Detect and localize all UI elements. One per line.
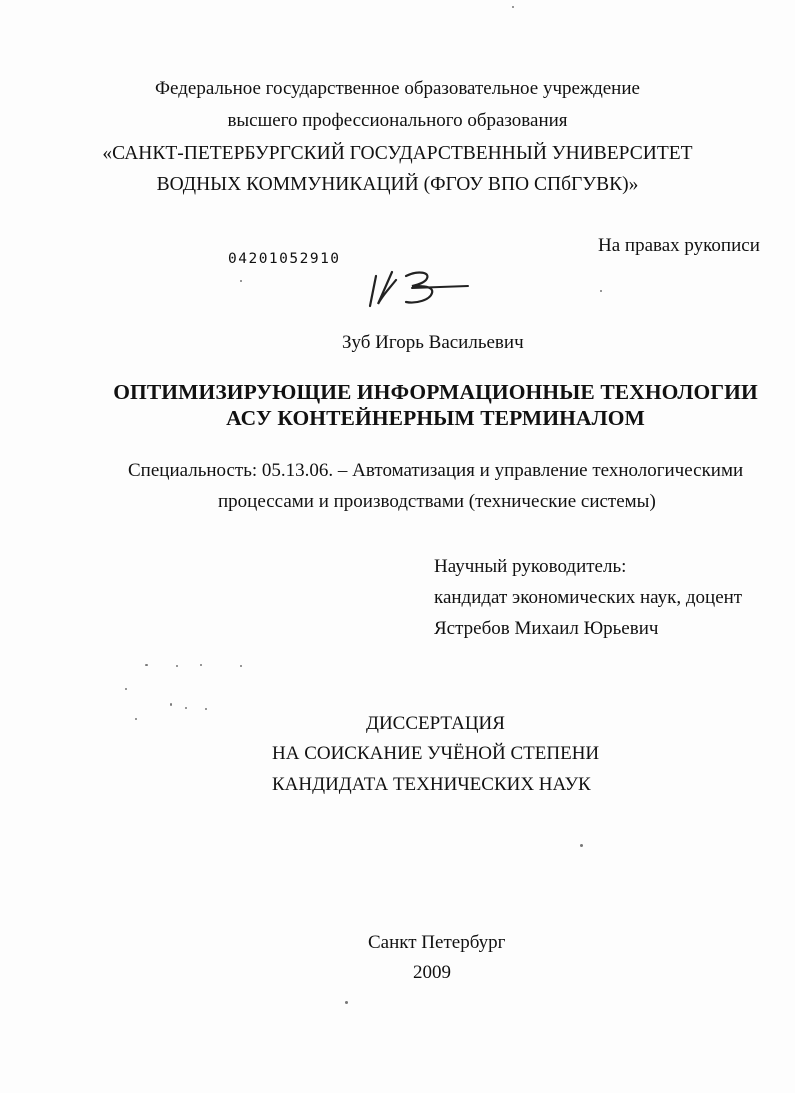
institution-line-1: Федеральное государственное образовательное учреждение [155,78,640,99]
dissertation-label-line-1: ДИССЕРТАЦИЯ [366,713,505,734]
scan-speck [600,290,602,292]
scan-speck [240,280,242,282]
dissertation-label-line-2: НА СОИСКАНИЕ УЧЁНОЙ СТЕПЕНИ [272,743,600,764]
handwritten-signature-icon [362,266,477,314]
scan-speck [580,844,583,847]
scan-speck [200,664,202,666]
scan-speck [125,688,127,690]
supervisor-label: Научный руководитель: [434,556,627,577]
registration-number: 04201052910 [228,251,341,267]
supervisor-degree: кандидат экономических наук, доцент [434,587,743,608]
scan-speck [205,708,207,710]
supervisor-name: Ястребов Михаил Юрьевич [434,618,659,639]
scan-speck [145,664,148,666]
dissertation-label-line-3: КАНДИДАТА ТЕХНИЧЕСКИХ НАУК [272,774,591,795]
scan-speck [170,703,172,706]
scan-speck [345,1001,348,1004]
year: 2009 [413,962,451,983]
institution-line-4: ВОДНЫХ КОММУНИКАЦИЙ (ФГОУ ВПО СПбГУВК)» [156,174,639,195]
scan-speck [176,665,178,667]
dissertation-title-line-2: АСУ КОНТЕЙНЕРНЫМ ТЕРМИНАЛОМ [226,406,645,430]
scan-speck [512,6,514,8]
author-name: Зуб Игорь Васильевич [342,332,524,353]
scan-speck [135,718,137,720]
dissertation-title-line-1: ОПТИМИЗИРУЮЩИЕ ИНФОРМАЦИОННЫЕ ТЕХНОЛОГИИ [113,380,758,404]
specialty-line-2: процессами и производствами (технические системы) [218,491,656,512]
institution-line-2: высшего профессионального образования [227,110,568,131]
scan-speck [240,665,242,667]
city: Санкт Петербург [368,932,506,953]
manuscript-note: На правах рукописи [598,235,760,256]
institution-line-3: «САНКТ-ПЕТЕРБУРГСКИЙ ГОСУДАРСТВЕННЫЙ УНИВЕРСИТЕТ [102,143,693,164]
specialty-line-1: Специальность: 05.13.06. – Автоматизация и управление технологическими [128,460,744,481]
scan-speck [185,707,187,709]
